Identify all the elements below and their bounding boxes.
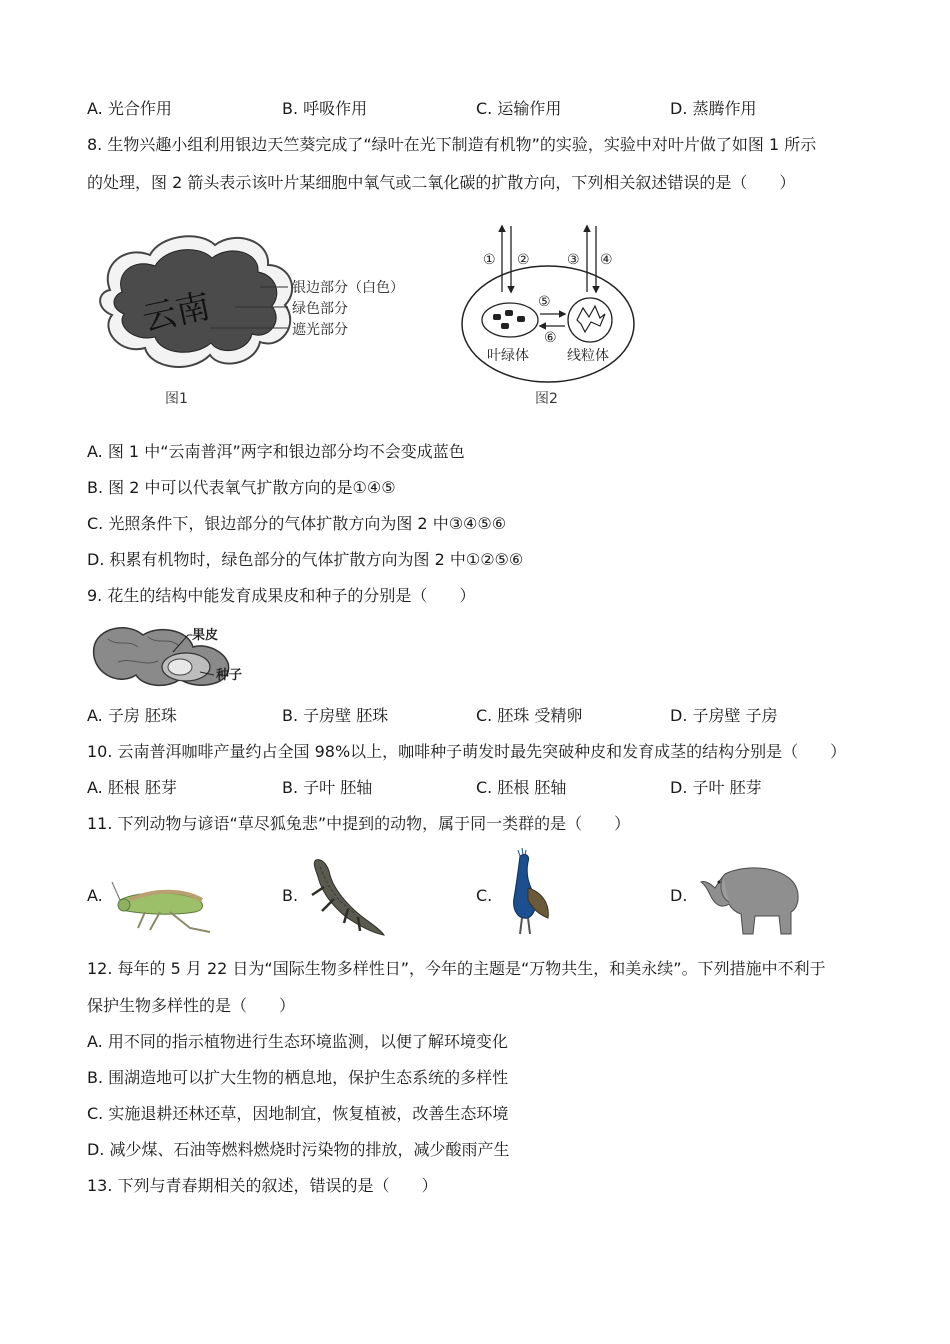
label-seed: 种子 xyxy=(216,668,243,683)
arrow-label-5: ⑤ xyxy=(538,294,551,310)
q12-option-a: A. 用不同的指示植物进行生态环境监测，以便了解环境变化 xyxy=(87,1032,508,1051)
label-mitochondria: 线粒体 xyxy=(567,348,609,364)
figure2-caption: 图2 xyxy=(535,391,558,407)
q9-stem: 9. 花生的结构中能发育成果皮和种子的分别是（ ） xyxy=(87,586,476,605)
q12-option-b: B. 围湖造地可以扩大生物的栖息地，保护生态系统的多样性 xyxy=(87,1068,509,1087)
arrow-label-4: ④ xyxy=(600,252,613,268)
q11-option-b: B. xyxy=(282,886,299,905)
q10-option-d: D. 子叶 胚芽 xyxy=(670,778,762,797)
q8-figure2 xyxy=(455,222,645,387)
q11-option-a: A. xyxy=(87,886,103,905)
label-silver-edge: 银边部分（白色） xyxy=(292,280,404,296)
q12-option-c: C. 实施退耕还林还草，因地制宜，恢复植被，改善生态环境 xyxy=(87,1104,509,1123)
q9-peanut-figure xyxy=(88,617,258,692)
q10-option-c: C. 胚根 胚轴 xyxy=(476,778,567,797)
label-pericarp: 果皮 xyxy=(192,628,219,643)
q11-option-d: D. xyxy=(670,886,688,905)
q12-stem-line2: 保护生物多样性的是（ ） xyxy=(87,996,296,1015)
q7-option-c: C. 运输作用 xyxy=(476,99,562,118)
q11-stem: 11. 下列动物与谚语“草尽狐兔悲”中提到的动物，属于同一类群的是（ ） xyxy=(87,814,631,833)
elephant-image xyxy=(695,860,805,938)
label-chloroplast: 叶绿体 xyxy=(487,348,529,364)
q10-option-a: A. 胚根 胚芽 xyxy=(87,778,177,797)
crocodile-image xyxy=(298,855,388,940)
q8-option-a: A. 图 1 中“云南普洱”两字和银边部分均不会变成蓝色 xyxy=(87,442,465,461)
q9-option-d: D. 子房壁 子房 xyxy=(670,706,778,725)
q7-option-d: D. 蒸腾作用 xyxy=(670,99,757,118)
arrow-label-6: ⑥ xyxy=(544,330,557,346)
q10-stem: 10. 云南普洱咖啡产量约占全国 98%以上，咖啡种子萌发时最先突破种皮和发育成茎的结构分别是（ ） xyxy=(87,742,847,761)
q11-option-c: C. xyxy=(476,886,493,905)
q9-option-c: C. 胚珠 受精卵 xyxy=(476,706,583,725)
arrow-label-2: ② xyxy=(517,252,530,268)
arrow-label-3: ③ xyxy=(567,252,580,268)
figure1-caption: 图1 xyxy=(165,391,188,407)
q8-option-d: D. 积累有机物时，绿色部分的气体扩散方向为图 2 中①②⑤⑥ xyxy=(87,550,524,569)
q8-stem-line2: 的处理，图 2 箭头表示该叶片某细胞中氧气或二氧化碳的扩散方向，下列相关叙述错误的是（ ） xyxy=(87,173,796,192)
label-green-part: 绿色部分 xyxy=(292,301,348,317)
q8-option-c: C. 光照条件下，银边部分的气体扩散方向为图 2 中③④⑤⑥ xyxy=(87,514,507,533)
arrow-label-1: ① xyxy=(483,252,496,268)
q10-option-b: B. 子叶 胚轴 xyxy=(282,778,373,797)
q12-option-d: D. 减少煤、石油等燃料燃烧时污染物的排放，减少酸雨产生 xyxy=(87,1140,510,1159)
grasshopper-image xyxy=(110,870,215,940)
q8-figure1 xyxy=(90,230,430,390)
q7-option-a: A. 光合作用 xyxy=(87,99,172,118)
q9-option-b: B. 子房壁 胚珠 xyxy=(282,706,389,725)
q12-stem-line1: 12. 每年的 5 月 22 日为“国际生物多样性日”，今年的主题是“万物共生，和美永续”。下列措施中不利于 xyxy=(87,959,826,978)
peacock-image xyxy=(498,848,558,938)
q7-option-b: B. 呼吸作用 xyxy=(282,99,368,118)
q13-stem: 13. 下列与青春期相关的叙述，错误的是（ ） xyxy=(87,1176,438,1195)
q8-stem-line1: 8. 生物兴趣小组利用银边天竺葵完成了“绿叶在光下制造有机物”的实验，实验中对叶片做了如图 1 所示 xyxy=(87,135,817,154)
label-shaded-part: 遮光部分 xyxy=(292,322,348,338)
leaf-shade-text: 云南 xyxy=(138,286,214,340)
q9-option-a: A. 子房 胚珠 xyxy=(87,706,177,725)
q8-option-b: B. 图 2 中可以代表氧气扩散方向的是①④⑤ xyxy=(87,478,396,497)
